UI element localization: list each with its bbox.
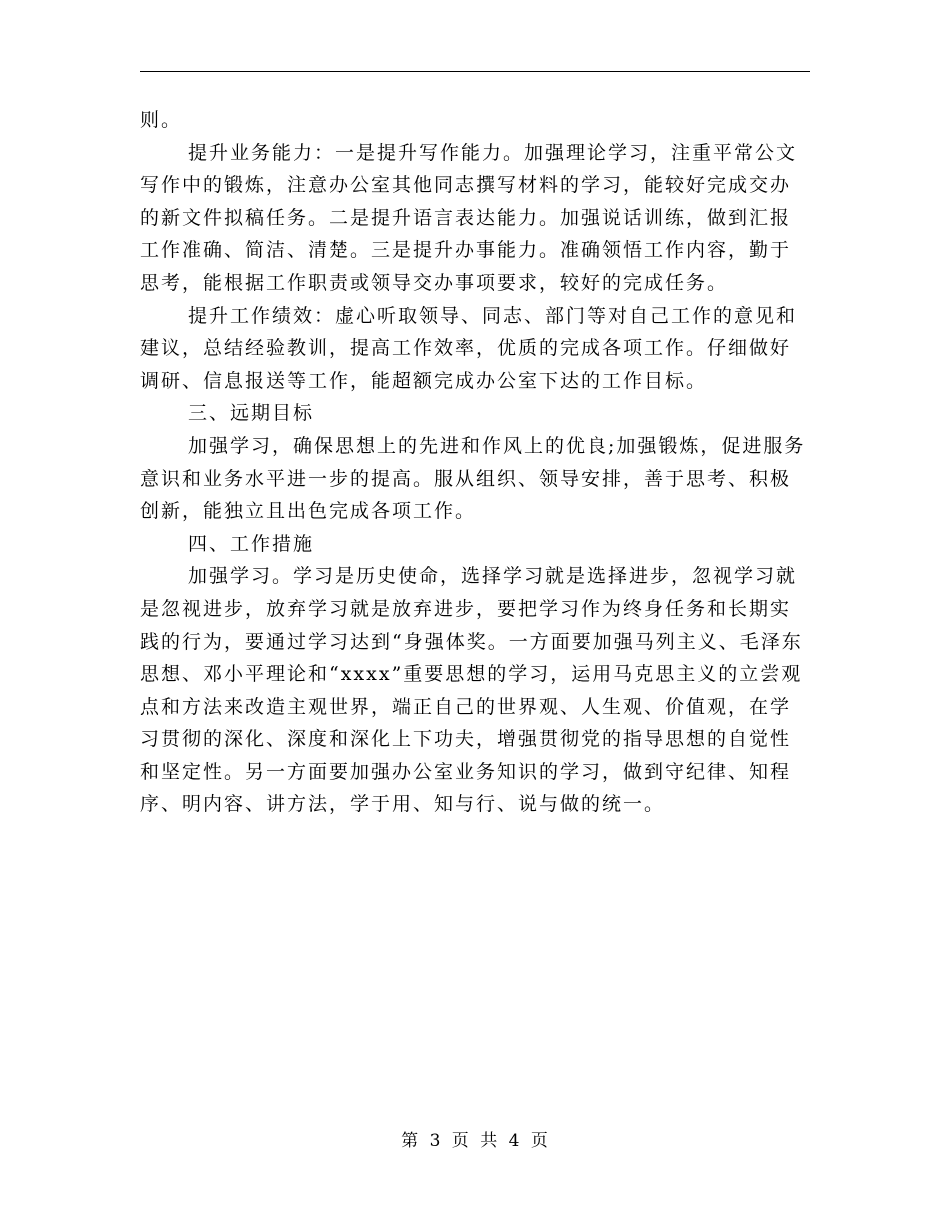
paragraph-work-performance: 提升工作绩效：虚心听取领导、同志、部门等对自己工作的意见和建议，总结经验教训，提高工作效率，优质的完成各项工作。仔细做好调研、信息报送等工作，能超额完成办公室下达的工作目标。 (140, 304, 798, 392)
header-rule (140, 71, 810, 72)
paragraph-long-term-goals: 加强学习，确保思想上的先进和作风上的优良;加强锻炼，促进服务意识和业务水平进一步的提高。服从组织、领导安排，善于思考、积极创新，能独立且出色完成各项工作。 (140, 434, 806, 523)
paragraph-continuation: 则。 (140, 109, 183, 131)
section-heading-work-measures: 四、工作措施 (188, 532, 315, 555)
page-number-footer: 第 3 页 共 4 页 (401, 1131, 549, 1151)
paragraph-work-measures: 加强学习。学习是历史使命，选择学习就是选择进步，忽视学习就是忽视进步，放弃学习就是放弃进步，要把学习作为终身任务和长期实践的行为，要通过学习达到“身强体奖。一方面要加强马列主义、毛泽东思想、邓小平理论和“xxxx”重要思想的学习，运用马克思主义的立尝观点和方法来改造主观世界，端正自己的世界观、人生观、价值观，在学习贯彻的深化、深度和深化上下功夫，增强贯彻党的指导思想的自觉性和坚定性。另一方面要加强办公室业务知识的学习，做到守纪律、知程序、明内容、讲方法，学于用、知与行、说与做的统一。 (140, 565, 803, 816)
section-heading-long-term-goals: 三、远期目标 (188, 402, 315, 425)
paragraph-business-ability: 提升业务能力：一是提升写作能力。加强理论学习，注重平常公文写作中的锻炼，注意办公室其他同志撰写材料的学习，能较好完成交办的新文件拟稿任务。二是提升语言表达能力。加强说话训练，做到汇报工作准确、简洁、清楚。三是提升办事能力。准确领悟工作内容，勤于思考，能根据工作职责或领导交办事项要求，较好的完成任务。 (140, 141, 798, 294)
document-body (140, 104, 810, 821)
